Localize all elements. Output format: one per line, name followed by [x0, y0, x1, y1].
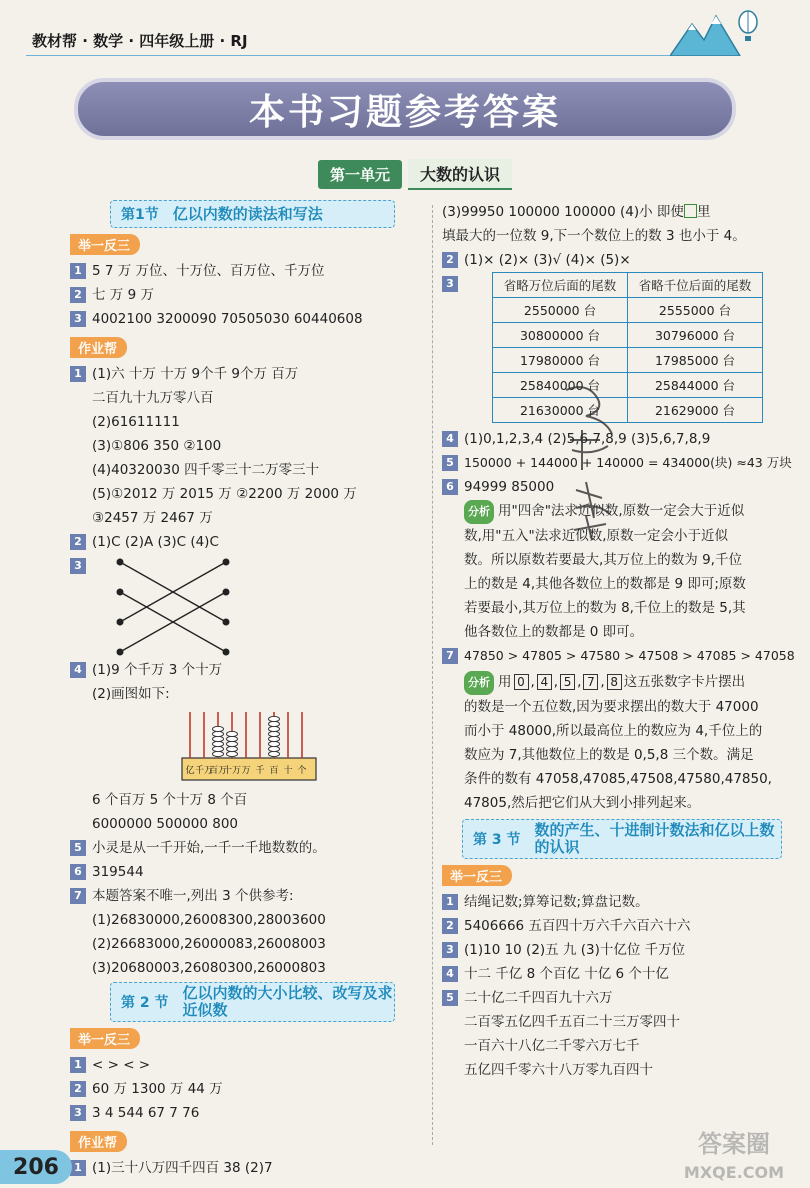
- abacus-label: 亿: [185, 766, 195, 776]
- answer-item: 6 94999 85000: [442, 475, 792, 499]
- matching-lines-figure: [114, 556, 244, 656]
- analysis-line: 而小于 48000,所以最高位上的数应为 4,千位上的: [464, 723, 763, 739]
- answer-item: 3 (1)10 10 (2)五 九 (3)十亿位 千万位: [442, 938, 792, 962]
- table-header-row: [493, 273, 763, 298]
- answers-banner: [74, 78, 736, 140]
- abacus-bead: [213, 746, 224, 751]
- watermark-line1: 答案圈: [698, 1130, 770, 1158]
- item-number: 2: [442, 918, 458, 934]
- answer-item: 1 5 7 万 万位、十万位、百万位、千万位: [70, 259, 420, 283]
- section-number: 第 2 节: [121, 995, 169, 1011]
- analysis-block: 分析 用"四舍"法求近似数,原数一定会大于近似: [464, 499, 792, 524]
- item-number: 2: [70, 287, 86, 303]
- item-number: 6: [442, 479, 458, 495]
- answer-item: 2 七 万 9 万: [70, 283, 420, 307]
- answer-item: 7 本题答案不唯一,列出 3 个供参考: (1)26830000,26008300,28003600 (2)26683000,26000083,26008003 (3)20680003,26080300,26000803: [70, 884, 420, 980]
- section-title: 亿以内数的读法和写法: [172, 204, 323, 223]
- abacus-label: 千万: [194, 766, 214, 776]
- analysis-line: 条件的数有 47058,47085,47508,47580,47850,: [464, 771, 772, 787]
- answer-line: 填最大的一位数 9,下一个数位上的数 3 也小于 4。: [442, 228, 746, 244]
- mountain-balloon-icon: [670, 10, 760, 56]
- answer-item: 1 结绳记数;算筹记数;算盘记数。: [442, 890, 792, 914]
- item-number: 5: [70, 840, 86, 856]
- item-number: 3: [70, 311, 86, 327]
- unit-heading: [318, 160, 512, 188]
- item-number: 6: [70, 864, 86, 880]
- item-number: 7: [70, 888, 86, 904]
- abacus-figure: [180, 710, 320, 782]
- column-header: 省略万位后面的尾数: [493, 273, 628, 298]
- answer-item: 5 二十亿二千四百九十六万 二百零五亿四千五百二十三万零四十 一百六十八亿二千零六万七千 五亿四千零六十八万零九百四十: [442, 986, 792, 1082]
- handwriting-scribble-icon: [556, 380, 626, 550]
- unit-label: 第一单元: [318, 160, 402, 189]
- answer-continued: (3)99950 100000 100000 (4)小 即使 里: [442, 204, 711, 220]
- right-column: [442, 200, 795, 1082]
- answer-item: 4 (1)9 个千万 3 个十万 (2)画图如下:: [70, 658, 420, 706]
- abacus-bead: [269, 716, 280, 721]
- header-title: 教材帮 · 数学 · 四年级上册 · RJ: [32, 32, 248, 50]
- banner-title: 本书习题参考答案: [248, 91, 561, 133]
- answer-item: 5 150000 + 144000 + 140000 = 434000(块) ≈43 万块: [442, 451, 792, 475]
- abacus-bead: [227, 746, 238, 751]
- analysis-line: 47805,然后把它们从大到小排列起来。: [464, 795, 701, 811]
- abacus-label: 千: [255, 766, 265, 776]
- section-1-heading: [110, 200, 395, 228]
- table-row: 21630000 台 21629000 台: [493, 398, 763, 423]
- table-row: 30800000 台 30796000 台: [493, 323, 763, 348]
- left-column: [70, 200, 420, 1180]
- page-number: 206: [0, 1150, 72, 1184]
- analysis-line: 上的数是 4,其他各数位上的数都是 9 即可;原数: [464, 576, 746, 592]
- abacus-bead: [213, 751, 224, 756]
- analysis-line: 他各数位上的数都是 0 即可。: [464, 624, 644, 640]
- abacus-bead: [227, 741, 238, 746]
- column-divider: [432, 205, 433, 1145]
- item-number: 5: [442, 455, 458, 471]
- abacus-label: 万: [241, 766, 251, 776]
- answer-item: 2 60 万 1300 万 44 万: [70, 1077, 420, 1101]
- table-row: 25840000 台 25844000 台: [493, 373, 763, 398]
- analysis-line: 数,用"五入"法求近似数,原数一定会小于近似: [464, 528, 729, 544]
- answer-item: 1 (1)三十八万四千四百 38 (2)7: [70, 1156, 420, 1180]
- digit-card: 7: [583, 674, 598, 690]
- answer-item: 3 4002100 3200090 70505030 60440608: [70, 307, 420, 331]
- item-number: 2: [70, 534, 86, 550]
- item-number: 4: [70, 662, 86, 678]
- analysis-line: 的数是一个五位数,因为要求摆出的数大于 47000: [464, 699, 759, 715]
- digit-card: 5: [560, 674, 575, 690]
- page-header: [0, 0, 810, 60]
- answer-item: 4 十二 千亿 8 个百亿 十亿 6 个十亿: [442, 962, 792, 986]
- header-rule: [26, 55, 686, 56]
- abacus-bead: [269, 731, 280, 736]
- answer-item: 2 (1)× (2)× (3)√ (4)× (5)×: [442, 248, 792, 272]
- answer-item: [70, 554, 420, 658]
- analysis-block: 分析 用 0 , 4 , 5 , 7 , 8 这五张数字卡片摆出: [464, 670, 792, 695]
- section-3-heading: [462, 819, 782, 859]
- item-number: 1: [70, 366, 86, 382]
- answer-item: 4 (1)0,1,2,3,4 (2)5,6,7,8,9 (3)5,6,7,8,9: [442, 427, 792, 451]
- item-number: 1: [70, 1057, 86, 1073]
- abacus-label: 个: [297, 766, 307, 776]
- table-row: 2550000 台 2555000 台: [493, 298, 763, 323]
- item-number: 4: [442, 966, 458, 982]
- abacus-bead: [213, 741, 224, 746]
- item-number: 3: [70, 558, 86, 574]
- abacus-bead: [227, 751, 238, 756]
- abacus-bead: [269, 726, 280, 731]
- answer-item: 2 (1)C (2)A (3)C (4)C: [70, 530, 420, 554]
- abacus-bead: [227, 731, 238, 736]
- abacus-bead: [269, 721, 280, 726]
- analysis-badge: 分析: [464, 500, 494, 524]
- digit-card: 4: [537, 674, 552, 690]
- tag-homework: 作业帮: [70, 1131, 127, 1152]
- abacus-bead: [213, 731, 224, 736]
- item-number: 3: [70, 1105, 86, 1121]
- analysis-line: 数。所以原数若要最大,其万位上的数为 9,千位: [464, 552, 742, 568]
- item-number: 2: [70, 1081, 86, 1097]
- analysis-badge: 分析: [464, 671, 494, 695]
- section-2-heading: [110, 982, 395, 1022]
- unit-title: 大数的认识: [408, 159, 512, 190]
- digit-card: 8: [607, 674, 622, 690]
- abacus-label: 百: [269, 766, 279, 776]
- column-header: 省略千位后面的尾数: [628, 273, 763, 298]
- section-title: 亿以内数的大小比较、改写及求近似数: [182, 984, 393, 1019]
- section-title: 数的产生、十进制计数法和亿以上数的认识: [534, 821, 775, 856]
- digit-card: 0: [514, 674, 529, 690]
- abacus-bead: [269, 751, 280, 756]
- item-number: 2: [442, 252, 458, 268]
- abacus-bead: [213, 736, 224, 741]
- tag-practice: 举一反三: [70, 234, 140, 255]
- item-number: 4: [442, 431, 458, 447]
- item-number: 1: [70, 1160, 86, 1176]
- analysis-line: 若要最小,其万位上的数为 8,千位上的数是 5,其: [464, 600, 746, 616]
- abacus-bead: [269, 736, 280, 741]
- answer-item: 1 (1)六 十万 十万 9个千 9个万 百万 二百九十九万零八百 (2)61611111 (3)①806 350 ②100 (4)40320030 四千零三十二万零三十 (5)①2012 万 2015 万 ②2200 万 2000 万 ③2457 万 2467 万: [70, 362, 420, 530]
- abacus-bead: [213, 726, 224, 731]
- item-number: 1: [70, 263, 86, 279]
- estimate-table: [492, 272, 763, 423]
- watermark-line2: MXQE.COM: [683, 1163, 785, 1182]
- answer-item: 6 319544: [70, 860, 420, 884]
- abacus-label: 十: [283, 766, 293, 776]
- tag-homework: 作业帮: [70, 337, 127, 358]
- answer-line: 6000000 500000 800: [92, 816, 239, 832]
- watermark-logo: [674, 1122, 794, 1186]
- item-number: 3: [442, 942, 458, 958]
- abacus-bead: [227, 736, 238, 741]
- section-number: 第 3 节: [473, 832, 521, 848]
- answer-item: 1 < > < >: [70, 1053, 420, 1077]
- abacus-label: 十万: [222, 766, 242, 776]
- blank-square-icon: [684, 204, 697, 218]
- abacus-label: 百万: [208, 766, 228, 776]
- answer-item: 7 47850 > 47805 > 47580 > 47508 > 47085 > 47058: [442, 644, 792, 668]
- answer-item: 3 3 4 544 67 7 76: [70, 1101, 420, 1125]
- answer-item: 5 小灵是从一千开始,一千一千地数数的。: [70, 836, 420, 860]
- item-number: 5: [442, 990, 458, 1006]
- analysis-line: 数应为 7,其他数位上的数是 0,5,8 三个数。满足: [464, 747, 754, 763]
- item-number: 7: [442, 648, 458, 664]
- table-row: 17980000 台 17985000 台: [493, 348, 763, 373]
- abacus-bead: [269, 746, 280, 751]
- answer-line: 6 个百万 5 个十万 8 个百: [92, 792, 248, 808]
- tag-practice: 举一反三: [70, 1028, 140, 1049]
- section-number: 第1节: [121, 207, 159, 223]
- answer-item: 2 5406666 五百四十万六千六百六十六: [442, 914, 792, 938]
- abacus-bead: [269, 741, 280, 746]
- item-number: 1: [442, 894, 458, 910]
- tag-practice: 举一反三: [442, 865, 512, 886]
- item-number: 3: [442, 276, 458, 292]
